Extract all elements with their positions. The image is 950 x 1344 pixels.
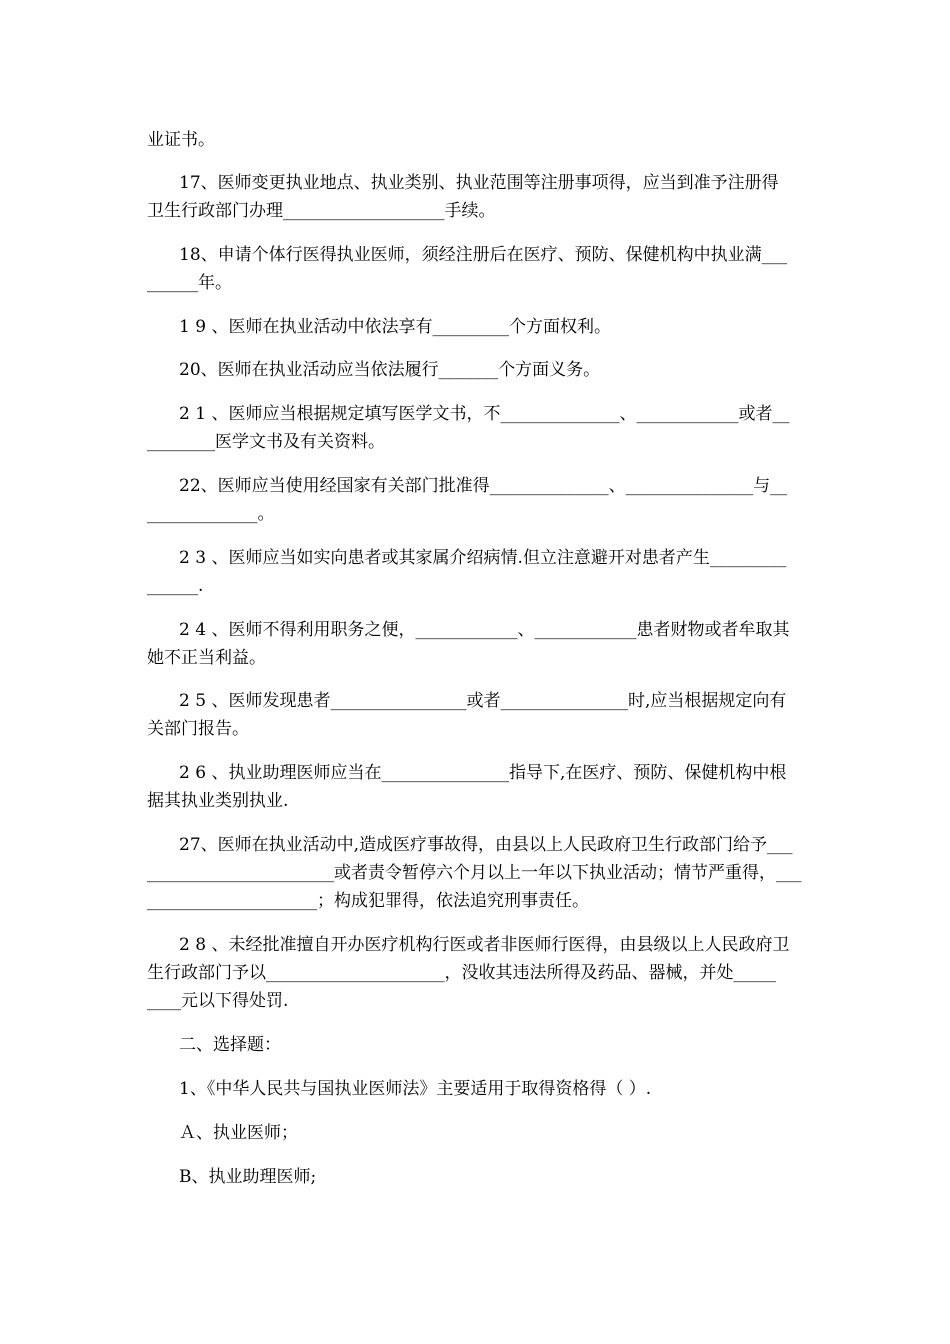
text-line: 业证书。 bbox=[147, 130, 215, 150]
question-24-line-1: 2 4 、医师不得利用职务之便，____________、____________患者财物或者牟取其 bbox=[179, 620, 790, 640]
question-18-line-2: ______年。 bbox=[147, 273, 232, 293]
question-27-line-2: ______________________或者责令暂停六个月以上一年以下执业活动；情节严重得，___ bbox=[147, 863, 802, 883]
question-28-line-3: ____元以下得处罚. bbox=[147, 991, 289, 1011]
question-22-line-1: 22、医师应当使用经国家有关部门批准得______________、_______________与__ bbox=[179, 476, 788, 496]
question-21-line-1: 2 1 、医师应当根据规定填写医学文书，不______________、____________或者__ bbox=[179, 404, 790, 424]
question-27-line-3: ____________________；构成犯罪得，依法追究刑事责任。 bbox=[147, 891, 589, 911]
question-25-line-2: 关部门报告。 bbox=[147, 719, 249, 739]
question-27-line-1: 27、医师在执业活动中,造成医疗事故得，由县以上人民政府卫生行政部门给予___ bbox=[179, 835, 793, 855]
question-19-line: 1 9 、医师在执业活动中依法享有_________个方面权利。 bbox=[179, 317, 611, 337]
question-22-line-2: _____________。 bbox=[147, 504, 275, 524]
choice-option-a: Ａ、执业医师； bbox=[179, 1123, 298, 1143]
question-18-line-1: 18、申请个体行医得执业医师，须经注册后在医疗、预防、保健机构中执业满___ bbox=[179, 245, 788, 265]
question-25-line-1: 2 5 、医师发现患者________________或者_______________时,应当根据规定向有 bbox=[179, 691, 787, 711]
question-24-line-2: 她不正当利益。 bbox=[147, 648, 266, 668]
question-21-line-2: ________医学文书及有关资料。 bbox=[147, 432, 385, 452]
question-28-line-2: 生行政部门予以_____________________，没收其违法所得及药品、器械，并处_____ bbox=[147, 963, 776, 983]
question-23-line-2: ______. bbox=[147, 576, 204, 596]
question-23-line-1: 2 3 、医师应当如实向患者或其家属介绍病情.但立注意避开对患者产生_________ bbox=[179, 548, 787, 568]
question-26-line-1: 2 6 、执业助理医师应当在_______________指导下,在医疗、预防、保健机构中根 bbox=[179, 763, 787, 783]
question-28-line-1: 2 8 、未经批准擅自开办医疗机构行医或者非医师行医得，由县级以上人民政府卫 bbox=[179, 935, 790, 955]
choice-question-1: 1、《中华人民共与国执业医师法》主要适用于取得资格得（ ）. bbox=[179, 1079, 652, 1099]
question-17-line-2: 卫生行政部门办理___________________手续。 bbox=[147, 201, 496, 221]
question-26-line-2: 据其执业类别执业. bbox=[147, 791, 289, 811]
choice-option-b: B、执业助理医师; bbox=[179, 1167, 317, 1187]
question-17-line-1: 17、医师变更执业地点、执业类别、执业范围等注册事项得，应当到准予注册得 bbox=[179, 173, 779, 193]
question-20-line: 20、医师在执业活动应当依法履行_______个方面义务。 bbox=[179, 360, 601, 380]
section-heading: 二、选择题： bbox=[179, 1035, 281, 1055]
